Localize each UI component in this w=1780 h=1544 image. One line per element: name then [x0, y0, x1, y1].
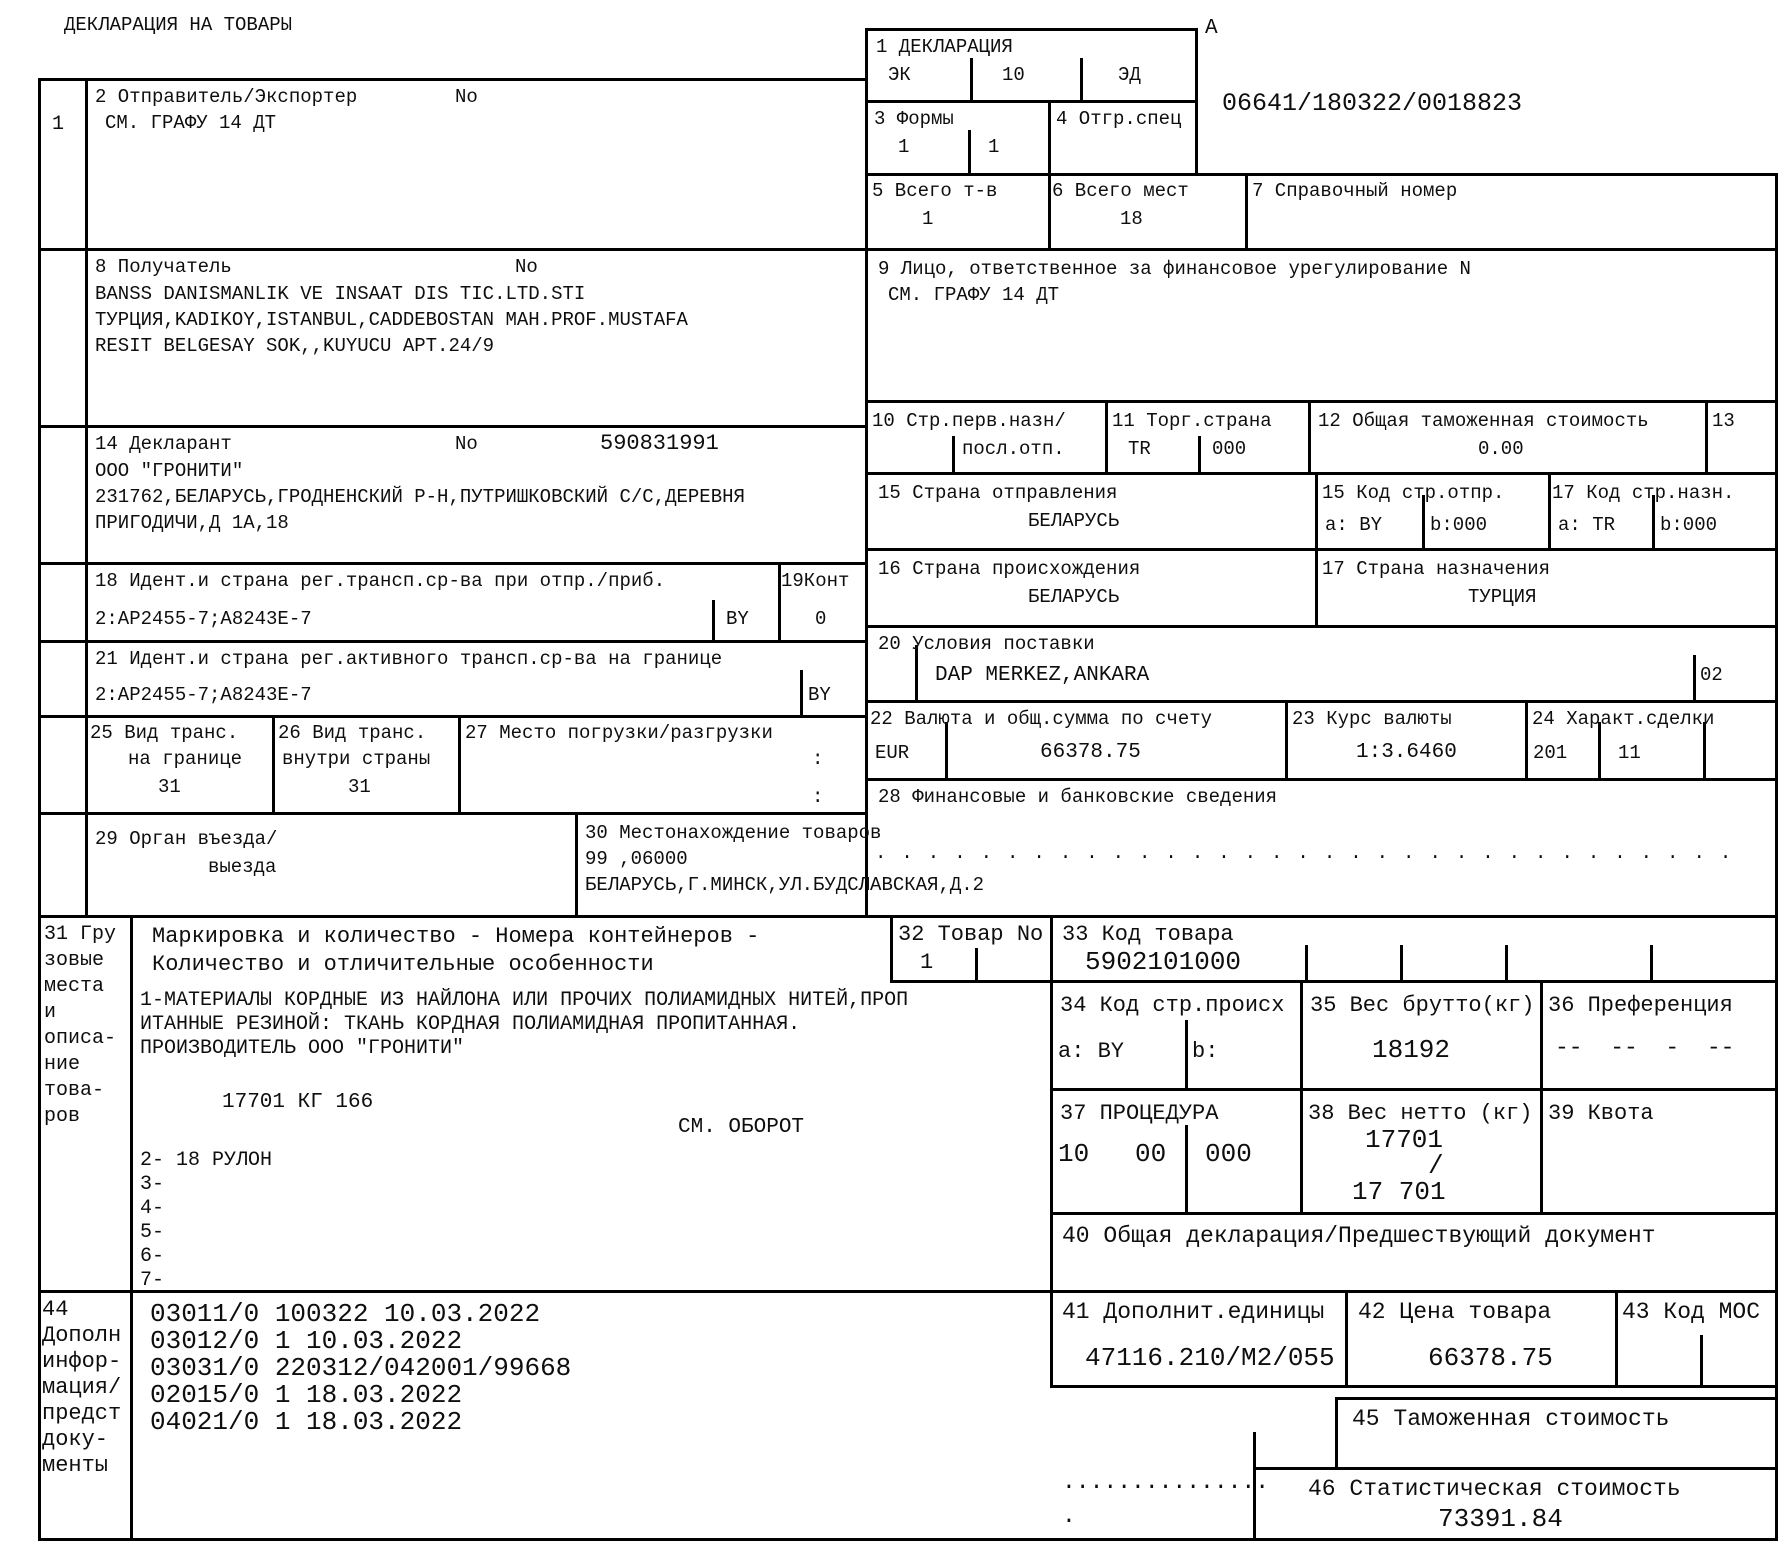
box37-label: 37 ПРОЦЕДУРА — [1060, 1101, 1219, 1126]
border-h — [38, 78, 868, 81]
box3-value2: 1 — [988, 136, 1000, 158]
box5-label: 5 Всего т-в — [872, 180, 998, 202]
box2-label: 2 Отправитель/Экспортер — [95, 86, 358, 108]
border-v — [85, 78, 88, 915]
box15-value: БЕЛАРУСЬ — [1028, 510, 1120, 532]
box9-label: 9 Лицо, ответственное за финансовое урегулирование N — [878, 258, 1471, 280]
box3-value1: 1 — [898, 136, 910, 158]
box29-label-line2: выезда — [208, 856, 277, 878]
box3-label: 3 Формы — [874, 108, 954, 130]
box18-label: 18 Идент.и страна рег.трансп.ср-ва при отпр./приб. — [95, 570, 666, 592]
box15k-value-b: b:000 — [1430, 514, 1488, 536]
tick — [968, 130, 971, 173]
box28-dots: ................................. — [875, 842, 1747, 864]
box21-value: 2:AP2455-7;A8243E-7 — [95, 684, 312, 706]
box28-label: 28 Финансовые и банковские сведения — [878, 786, 1278, 808]
box20-value: DAP MERKEZ,ANKARA — [935, 664, 1150, 687]
box1-value-ed: ЭД — [1118, 64, 1141, 86]
border-v — [1705, 400, 1708, 472]
goods-item: 5- — [140, 1221, 165, 1244]
box24-label: 24 Характ.сделки — [1532, 708, 1715, 730]
box31-header-line2: Количество и отличительные особенности — [152, 952, 654, 977]
box17k-label: 17 Код стр.назн. — [1552, 482, 1735, 504]
box44-side-label: мация/ — [42, 1375, 122, 1400]
box38-value-line3: 17 701 — [1352, 1177, 1446, 1207]
border-h — [1050, 1212, 1778, 1215]
border-v — [1245, 173, 1248, 248]
border-h — [38, 915, 1778, 918]
border-v — [1548, 472, 1551, 548]
tick — [1080, 58, 1083, 100]
tick — [970, 58, 973, 100]
border-h — [865, 548, 1778, 551]
border-v — [130, 915, 133, 1541]
box12-label: 12 Общая таможенная стоимость — [1318, 410, 1649, 432]
box30-line2: БЕЛАРУСЬ,Г.МИНСК,УЛ.БУДСЛАВСКАЯ,Д.2 — [585, 874, 985, 896]
box23-value: 1:3.6460 — [1356, 741, 1457, 764]
box11-value2: 000 — [1212, 438, 1247, 460]
tick — [1650, 945, 1653, 980]
goods-item: 2- 18 РУЛОН — [140, 1149, 273, 1172]
box6-value: 18 — [1120, 208, 1143, 230]
box10-label-line2: посл.отп. — [962, 438, 1065, 460]
box46-label: 46 Статистическая стоимость — [1308, 1476, 1681, 1502]
border-h — [865, 472, 1778, 475]
goods-item: 4- — [140, 1197, 165, 1220]
box30-label: 30 Местонахождение товаров — [585, 822, 882, 844]
box11-value1: TR — [1128, 438, 1151, 460]
border-h — [1335, 1397, 1778, 1400]
border-h — [38, 248, 1778, 251]
box39-label: 39 Квота — [1548, 1101, 1654, 1126]
box15-label: 15 Страна отправления — [878, 482, 1118, 504]
border-h — [38, 1538, 1778, 1541]
box14-number: 590831991 — [600, 431, 719, 456]
box1-value-code: 10 — [1002, 64, 1025, 86]
box31-header-line1: Маркировка и количество - Номера контейнеров - — [152, 924, 760, 949]
box36-label: 36 Преференция — [1548, 993, 1733, 1018]
tick — [1693, 655, 1696, 700]
box34-value-b: b: — [1192, 1039, 1219, 1064]
tick — [1198, 436, 1201, 472]
box17k-value-a: a: TR — [1558, 514, 1616, 536]
box18-country: BY — [726, 608, 749, 630]
border-h — [1050, 1385, 1778, 1388]
box4-label: 4 Отгр.спец — [1056, 108, 1182, 130]
border-h — [865, 28, 1195, 31]
border-v — [38, 78, 41, 1541]
border-v — [1105, 400, 1108, 472]
tick — [1505, 945, 1508, 980]
goods-description-line3: ПРОИЗВОДИТЕЛЬ ООО "ГРОНИТИ" — [140, 1037, 465, 1060]
box8-line2: ТУРЦИЯ,KADIKOY,ISTANBUL,CADDEBOSTAN MAH.PROF.MUSTAFA — [95, 309, 688, 331]
box42-label: 42 Цена товара — [1358, 1299, 1552, 1325]
box34-value-a: a: BY — [1058, 1039, 1125, 1064]
box31-side-label: ние — [44, 1053, 81, 1076]
box-a-label: A — [1205, 17, 1218, 40]
box8-line1: BANSS DANISMANLIK VE INSAAT DIS TIC.LTD.STI — [95, 283, 586, 305]
border-v — [1345, 1290, 1348, 1385]
box31-side-label: това- — [44, 1079, 105, 1102]
box11-label: 11 Торг.страна — [1112, 410, 1272, 432]
goods-item: 7- — [140, 1269, 165, 1292]
border-v — [1540, 980, 1543, 1212]
box33-value: 5902101000 — [1085, 947, 1242, 977]
box19-value: 0 — [815, 608, 827, 630]
box14-label: 14 Декларант — [95, 433, 232, 455]
see-overleaf-note: СМ. ОБОРОТ — [678, 1116, 805, 1139]
box38-label: 38 Вес нетто (кг) — [1308, 1101, 1533, 1126]
tick — [1185, 1125, 1188, 1212]
box9-value: СМ. ГРАФУ 14 ДТ — [888, 284, 1060, 306]
box25-value: 31 — [158, 776, 181, 798]
box31-side-label: описа- — [44, 1027, 117, 1050]
box26-value: 31 — [348, 776, 371, 798]
box19-label: 19Конт — [781, 570, 850, 592]
box1-label: 1 ДЕКЛАРАЦИЯ — [876, 36, 1013, 58]
border-v — [272, 715, 275, 812]
box27-colon2: : — [812, 786, 824, 808]
box44-doc: 03031/0 220312/042001/99668 — [150, 1353, 572, 1383]
box36-value: -- -- - -- — [1555, 1035, 1735, 1061]
border-h — [865, 173, 1778, 176]
box7-label: 7 Справочный номер — [1252, 180, 1458, 202]
border-v — [1195, 28, 1198, 173]
box8-no-label: No — [515, 256, 538, 278]
box26-label-line2: внутри страны — [282, 748, 431, 770]
tick — [1400, 945, 1403, 980]
border-h — [865, 778, 1778, 781]
box14-no-label: No — [455, 433, 478, 455]
box2-value: СМ. ГРАФУ 14 ДТ — [105, 112, 277, 134]
border-v — [575, 812, 578, 915]
border-h — [1253, 1467, 1778, 1470]
border-v — [865, 28, 868, 915]
box34-label: 34 Код стр.происх — [1060, 993, 1285, 1018]
border-h — [865, 700, 1778, 703]
box32-label: 32 Товар No — [898, 922, 1044, 947]
box38-value-line2: / — [1428, 1151, 1444, 1181]
box31-side-label: 31 Гру — [44, 923, 117, 946]
column-1-label: 1 — [52, 113, 65, 136]
box25-label-line1: 25 Вид транс. — [90, 722, 239, 744]
box44-side-label: доку- — [42, 1427, 109, 1452]
border-v — [1615, 1290, 1618, 1385]
border-v — [890, 915, 893, 980]
box15k-label: 15 Код стр.отпр. — [1322, 482, 1505, 504]
box8-label: 8 Получатель — [95, 256, 232, 278]
border-h — [38, 812, 868, 815]
box10-label-line1: 10 Стр.перв.назн/ — [872, 410, 1066, 432]
box20-label: 20 Условия поставки — [878, 633, 1095, 655]
box41-value: 47116.210/M2/055 — [1085, 1343, 1335, 1373]
box41-label: 41 Дополнит.единицы — [1062, 1299, 1325, 1325]
box46-dots-line2: . — [1062, 1503, 1076, 1529]
box17-label: 17 Страна назначения — [1322, 558, 1551, 580]
box46-value: 73391.84 — [1438, 1504, 1563, 1534]
box29-label-line1: 29 Орган въезда/ — [95, 828, 278, 850]
box14-line2: 231762,БЕЛАРУСЬ,ГРОДНЕНСКИЙ Р-Н,ПУТРИШКОВСКИЙ С/С,ДЕРЕВНЯ — [95, 486, 745, 508]
box45-label: 45 Таможенная стоимость — [1352, 1406, 1670, 1432]
box37-value3: 000 — [1205, 1139, 1252, 1169]
box38-value-line1: 17701 — [1365, 1125, 1444, 1155]
border-h — [865, 400, 1778, 403]
border-h — [38, 715, 868, 718]
box35-value: 18192 — [1372, 1035, 1451, 1065]
box33-label: 33 Код товара — [1062, 922, 1234, 947]
tick — [975, 948, 978, 980]
border-h — [38, 425, 868, 428]
border-v — [458, 715, 461, 812]
tick — [1305, 945, 1308, 980]
box21-country: BY — [808, 684, 831, 706]
box15k-value-a: a: BY — [1325, 514, 1383, 536]
tick — [952, 436, 955, 472]
box17k-value-b: b:000 — [1660, 514, 1718, 536]
box37-value2: 00 — [1135, 1139, 1167, 1169]
border-h — [1050, 1088, 1778, 1091]
border-h — [38, 562, 868, 565]
goods-description-line1: 1-МАТЕРИАЛЫ КОРДНЫЕ ИЗ НАЙЛОНА ИЛИ ПРОЧИХ ПОЛИАМИДНЫХ НИТЕЙ,ПРОП — [140, 989, 909, 1012]
box44-side-label: инфор- — [42, 1349, 122, 1374]
goods-description-line2: ИТАННЫЕ РЕЗИНОЙ: ТКАНЬ КОРДНАЯ ПОЛИАМИДНАЯ ПРОПИТАННАЯ. — [140, 1013, 801, 1036]
goods-item: 3- — [140, 1173, 165, 1196]
border-v — [1050, 915, 1053, 1385]
goods-item: 6- — [140, 1245, 165, 1268]
box25-label-line2: на границе — [128, 748, 243, 770]
box42-value: 66378.75 — [1428, 1343, 1553, 1373]
box44-side-label: менты — [42, 1453, 109, 1478]
border-h — [865, 625, 1778, 628]
box31-side-label: места — [44, 975, 105, 998]
box44-doc: 03012/0 1 10.03.2022 — [150, 1326, 463, 1356]
registration-number: 06641/180322/0018823 — [1222, 89, 1523, 118]
box21-label: 21 Идент.и страна рег.активного трансп.ср-ва на границе — [95, 648, 723, 670]
box6-label: 6 Всего мест — [1052, 180, 1189, 202]
border-v — [1315, 472, 1318, 625]
border-v — [1308, 400, 1311, 472]
box5-value: 1 — [922, 208, 934, 230]
box40-label: 40 Общая декларация/Предшествующий документ — [1062, 1223, 1656, 1249]
tick — [712, 600, 715, 640]
box30-line1: 99 ,06000 — [585, 848, 688, 870]
box44-side-label: Дополн — [42, 1323, 122, 1348]
box20-code: 02 — [1700, 664, 1723, 686]
box44-side-label: 44 — [42, 1297, 69, 1322]
box12-value: 0.00 — [1478, 438, 1524, 460]
box22-value: 66378.75 — [1040, 741, 1141, 764]
box43-label: 43 Код МОС — [1622, 1299, 1761, 1325]
box31-side-label: ров — [44, 1105, 81, 1128]
box8-line3: RESIT BELGESAY SOK,,KUYUCU APT.24/9 — [95, 335, 495, 357]
box31-side-label: и — [44, 1001, 57, 1024]
box31-side-label: зовые — [44, 949, 105, 972]
border-h — [38, 1290, 1778, 1293]
box24-value1: 201 — [1533, 742, 1568, 764]
box22-label: 22 Валюта и общ.сумма по счету — [870, 708, 1213, 730]
box1-value-type: ЭК — [888, 64, 911, 86]
box24-value2: 11 — [1618, 742, 1641, 764]
box27-colon1: : — [812, 748, 824, 770]
box18-value: 2:AP2455-7;A8243E-7 — [95, 608, 312, 630]
tick — [800, 670, 803, 715]
border-h — [38, 640, 868, 643]
box44-doc: 04021/0 1 18.03.2022 — [150, 1407, 463, 1437]
box37-value1: 10 — [1058, 1139, 1090, 1169]
tick — [1700, 1335, 1703, 1385]
box23-label: 23 Курс валюты — [1292, 708, 1452, 730]
box14-line1: ООО "ГРОНИТИ" — [95, 460, 244, 482]
box46-dots-line1: ............... — [1062, 1469, 1270, 1495]
box16-label: 16 Страна происхождения — [878, 558, 1141, 580]
border-h — [890, 980, 1778, 983]
box32-value: 1 — [920, 950, 934, 975]
box22-currency: EUR — [875, 742, 910, 764]
box2-no-label: No — [455, 86, 478, 108]
box16-value: БЕЛАРУСЬ — [1028, 586, 1120, 608]
border-v — [1335, 1397, 1338, 1467]
border-v — [1525, 700, 1528, 778]
box44-doc: 02015/0 1 18.03.2022 — [150, 1380, 463, 1410]
box44-side-label: предст — [42, 1401, 122, 1426]
box13-label: 13 — [1712, 410, 1735, 432]
border-v — [1048, 100, 1051, 248]
border-v — [1285, 700, 1288, 778]
border-v — [1775, 173, 1778, 1541]
page-title: ДЕКЛАРАЦИЯ НА ТОВАРЫ — [64, 14, 293, 36]
box14-line3: ПРИГОДИЧИ,Д 1А,18 — [95, 512, 289, 534]
box44-doc: 03011/0 100322 10.03.2022 — [150, 1299, 541, 1329]
box17-value: ТУРЦИЯ — [1468, 586, 1537, 608]
box26-label-line1: 26 Вид транс. — [278, 722, 427, 744]
border-v — [1300, 980, 1303, 1212]
border-h — [865, 100, 1195, 103]
tick — [1185, 1020, 1188, 1088]
box27-label: 27 Место погрузки/разгрузки — [465, 722, 773, 744]
goods-quantity: 17701 КГ 166 — [222, 1091, 374, 1114]
box35-label: 35 Вес брутто(кг) — [1310, 993, 1535, 1018]
